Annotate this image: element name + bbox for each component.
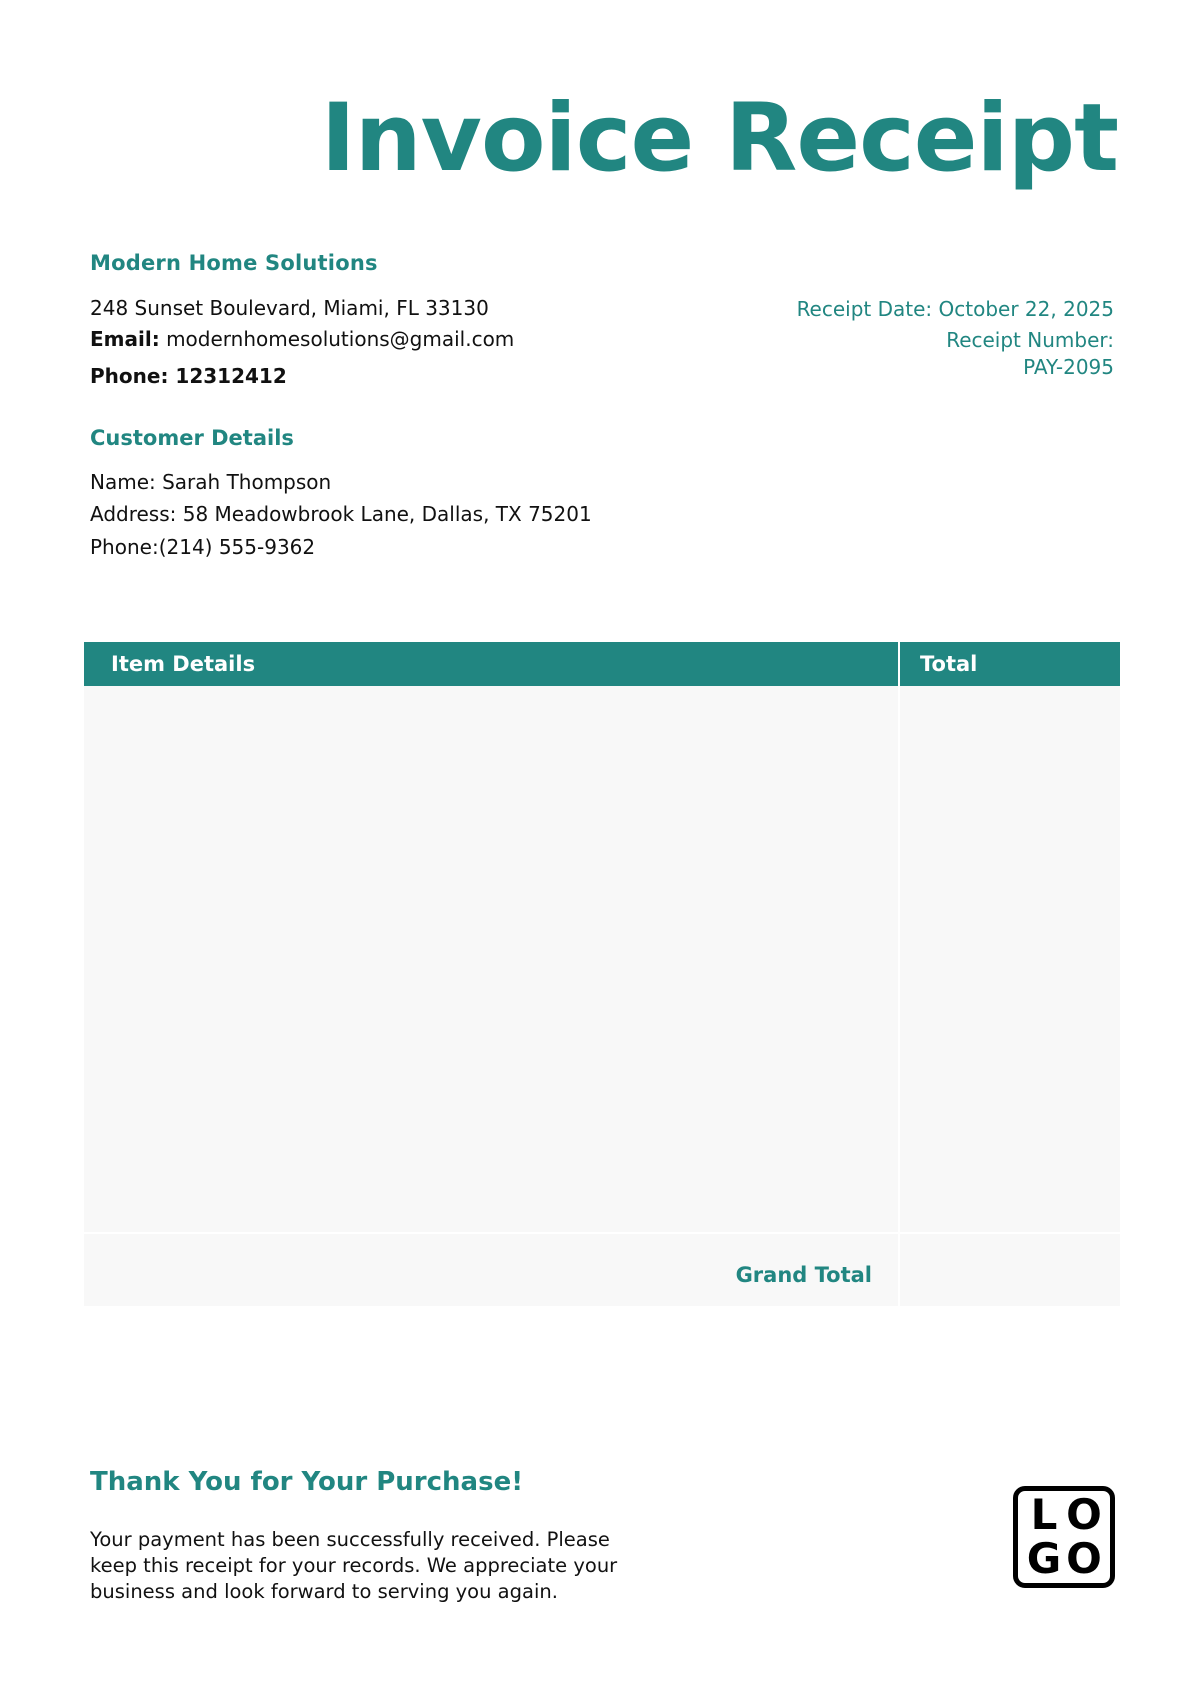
phone-value: 12312412 [175,364,287,388]
company-name: Modern Home Solutions [90,251,378,275]
page-title: Invoice Receipt [320,84,1118,193]
receipt-date [797,296,1114,323]
grand-total-label: Grand Total [735,1263,872,1287]
column-header-item-details: Item Details [111,652,256,676]
header-divider [898,642,900,686]
receipt-number-label: Receipt Number: [946,328,1114,352]
total-cell [900,686,1120,1232]
receipt-meta [797,296,1114,381]
receipt-number-value: PAY-2095 [1023,355,1114,379]
email-label: Email: [90,327,160,351]
grand-total-value-cell [900,1234,1120,1306]
receipt-date-label: Receipt Date: [796,297,933,321]
column-header-total: Total [920,652,978,676]
table-header [84,642,1120,686]
logo-icon [1013,1486,1115,1588]
thank-you-message: Your payment has been successfully received. Please keep this receipt for your records. We appreciate your business and look forward to serving you again. [90,1528,618,1603]
item-details-cell [84,686,898,1232]
receipt-date-value: October 22, 2025 [938,297,1114,321]
company-phone [90,364,287,388]
customer-address: Address: 58 Meadowbrook Lane, Dallas, TX 75201 [90,502,592,526]
logo-letter: O [1066,1534,1102,1583]
grand-total-row [84,1234,898,1306]
customer-name: Name: Sarah Thompson [90,470,332,494]
company-email [90,327,514,351]
company-address: 248 Sunset Boulevard, Miami, FL 33130 [90,296,489,320]
email-value: modernhomesolutions@gmail.com [166,327,515,351]
items-table [84,642,1120,1306]
customer-heading: Customer Details [90,426,294,450]
logo-letter: L [1030,1490,1058,1539]
thank-you-heading: Thank You for Your Purchase! [90,1467,524,1497]
logo-letter: O [1066,1490,1102,1539]
logo-letter: G [1026,1534,1062,1583]
phone-label: Phone: [90,364,169,388]
customer-phone: Phone:(214) 555-9362 [90,535,316,559]
